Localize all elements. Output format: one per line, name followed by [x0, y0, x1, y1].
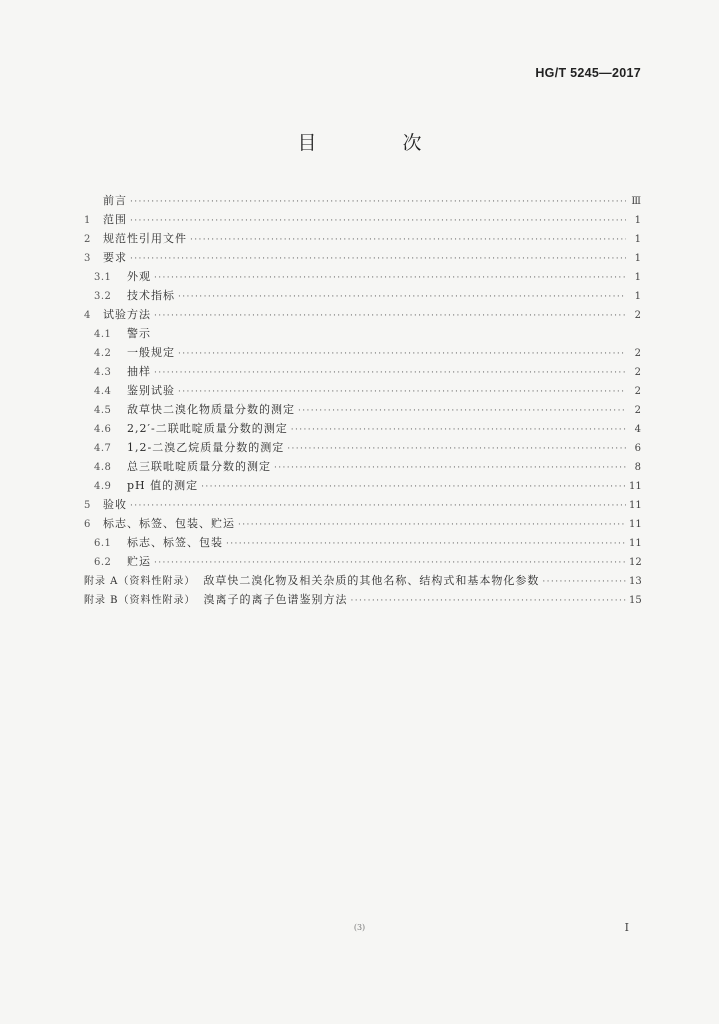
toc-entry-page: 6 — [634, 443, 641, 454]
toc-entry-label: 抽样 — [127, 365, 151, 378]
toc-entry-number: 附录 B（资料性附录） — [84, 595, 196, 606]
dot-leader — [130, 250, 626, 269]
toc-entry-label: 外观 — [127, 270, 151, 283]
standard-code: HG/T 5245—2017 — [535, 66, 641, 80]
toc-entry-label: 规范性引用文件 — [103, 232, 187, 245]
dot-leader — [178, 345, 626, 364]
toc-entry-number: 4.2 — [94, 348, 112, 359]
toc-entry-number: 4.8 — [94, 462, 112, 473]
toc-entry-page: 11 — [629, 519, 642, 530]
toc-entry-page: 1 — [634, 291, 641, 302]
toc-entry-page: 2 — [634, 367, 641, 378]
toc-entry-page: 1 — [634, 234, 641, 245]
toc-entry-number: 4.6 — [94, 424, 112, 435]
toc-entry-label: 一般规定 — [127, 346, 175, 359]
toc-entry-label: 标志、标签、包装、贮运 — [103, 517, 235, 530]
toc-entry-2[interactable] — [84, 229, 641, 248]
toc-entry-number: 4.5 — [94, 405, 112, 416]
toc-entry-4-6[interactable] — [84, 419, 641, 438]
toc-entry-page: 2 — [634, 310, 641, 321]
toc-entry-label: 溴离子的离子色谱鉴别方法 — [203, 593, 348, 606]
toc-entry-1[interactable] — [84, 210, 641, 229]
toc-entry-page: 4 — [634, 424, 641, 435]
toc-entry-label: 标志、标签、包装 — [127, 536, 223, 549]
toc-entry-page: 15 — [629, 595, 642, 606]
toc-entry-number: 4 — [84, 310, 91, 321]
toc-entry-page: 13 — [629, 576, 642, 587]
toc-entry-number: 4.1 — [94, 329, 112, 340]
toc-entry-4-3[interactable] — [84, 362, 641, 381]
footer-print-code: (3) — [353, 923, 366, 932]
dot-leader — [226, 535, 626, 554]
toc-entry-4-4[interactable] — [84, 381, 641, 400]
page-title: 目 次 — [297, 132, 462, 154]
toc-entry-4-9[interactable] — [84, 476, 641, 495]
toc-entry-label: 技术指标 — [127, 289, 175, 302]
toc-entry-number: 2 — [84, 234, 91, 245]
toc-entry-page: 12 — [629, 557, 642, 568]
toc-entry-number: 附录 A（资料性附录） — [84, 576, 196, 587]
dot-leader — [154, 307, 626, 326]
dot-leader — [542, 573, 626, 592]
toc-entry-4-5[interactable] — [84, 400, 641, 419]
dot-leader — [274, 459, 626, 478]
toc-entry-6[interactable] — [84, 514, 641, 533]
toc-entry-page: 1 — [634, 272, 641, 283]
toc-entry-number: 4.3 — [94, 367, 112, 378]
toc-entry-4-8[interactable] — [84, 457, 641, 476]
dot-leader — [351, 592, 626, 611]
dot-leader — [178, 288, 626, 307]
toc-entry-label: 总三联吡啶质量分数的测定 — [127, 460, 271, 473]
toc-entry-number: 3 — [84, 253, 91, 264]
toc-entry-number: 6.1 — [94, 538, 112, 549]
toc-entry-page: 11 — [629, 481, 642, 492]
toc-entry-foreword[interactable] — [84, 191, 641, 210]
dot-leader — [291, 421, 626, 440]
toc-entry-page: 1 — [634, 253, 641, 264]
toc-entry-page: 2 — [634, 386, 641, 397]
dot-leader — [190, 231, 626, 250]
toc-entry-label: 范围 — [103, 213, 127, 226]
toc-entry-6-1[interactable] — [84, 533, 641, 552]
toc-entry-3-2[interactable] — [84, 286, 641, 305]
toc-entry-number: 4.9 — [94, 481, 112, 492]
toc-entry-annex-a[interactable] — [84, 571, 641, 590]
toc-entry-4-7[interactable] — [84, 438, 641, 457]
toc-entry-label: 验收 — [103, 498, 127, 511]
toc-entry-3[interactable] — [84, 248, 641, 267]
toc-entry-page: 11 — [629, 538, 642, 549]
toc-entry-page: 11 — [629, 500, 642, 511]
toc-entry-label: 鉴别试验 — [127, 384, 175, 397]
toc-entry-number: 5 — [84, 500, 91, 511]
toc-entry-label: 1,2-二溴乙烷质量分数的测定 — [127, 441, 285, 454]
dot-leader — [287, 440, 626, 459]
dot-leader — [154, 269, 626, 288]
toc-entry-label: 前言 — [103, 194, 127, 207]
toc-entry-label: 贮运 — [127, 555, 151, 568]
dot-leader — [154, 364, 626, 383]
toc-entry-annex-b[interactable] — [84, 590, 641, 609]
toc-entry-label: 试验方法 — [103, 308, 151, 321]
toc-entry-label: 敌草快二溴化物质量分数的测定 — [127, 403, 295, 416]
toc-entry-label: 要求 — [103, 251, 127, 264]
toc-entry-page: 8 — [634, 462, 641, 473]
toc-entry-3-1[interactable] — [84, 267, 641, 286]
toc-entry-4[interactable] — [84, 305, 641, 324]
toc-entry-page: Ⅲ — [631, 196, 641, 207]
toc-entry-4-2[interactable] — [84, 343, 641, 362]
table-of-contents — [84, 191, 641, 609]
toc-entry-label: 警示 — [127, 327, 151, 340]
toc-entry-number: 3.1 — [94, 272, 112, 283]
dot-leader — [130, 193, 626, 212]
dot-leader — [130, 212, 626, 231]
toc-entry-4-1[interactable] — [84, 324, 641, 343]
toc-entry-label: pH 值的测定 — [127, 479, 199, 492]
page-number: I — [624, 921, 629, 934]
toc-entry-number: 6.2 — [94, 557, 112, 568]
toc-entry-number: 4.4 — [94, 386, 112, 397]
toc-entry-page: 1 — [634, 215, 641, 226]
toc-entry-number: 6 — [84, 519, 91, 530]
toc-entry-6-2[interactable] — [84, 552, 641, 571]
toc-entry-page: 2 — [634, 405, 641, 416]
toc-entry-label: 2,2′-二联吡啶质量分数的测定 — [127, 422, 288, 435]
toc-entry-5[interactable] — [84, 495, 641, 514]
toc-entry-number: 3.2 — [94, 291, 112, 302]
toc-entry-label: 敌草快二溴化物及相关杂质的其他名称、结构式和基本物化参数 — [203, 574, 540, 587]
toc-entry-number: 1 — [84, 215, 91, 226]
dot-leader — [238, 516, 626, 535]
toc-entry-page: 2 — [634, 348, 641, 359]
toc-entry-number: 4.7 — [94, 443, 112, 454]
dot-leader — [201, 478, 626, 497]
dot-leader — [298, 402, 626, 421]
